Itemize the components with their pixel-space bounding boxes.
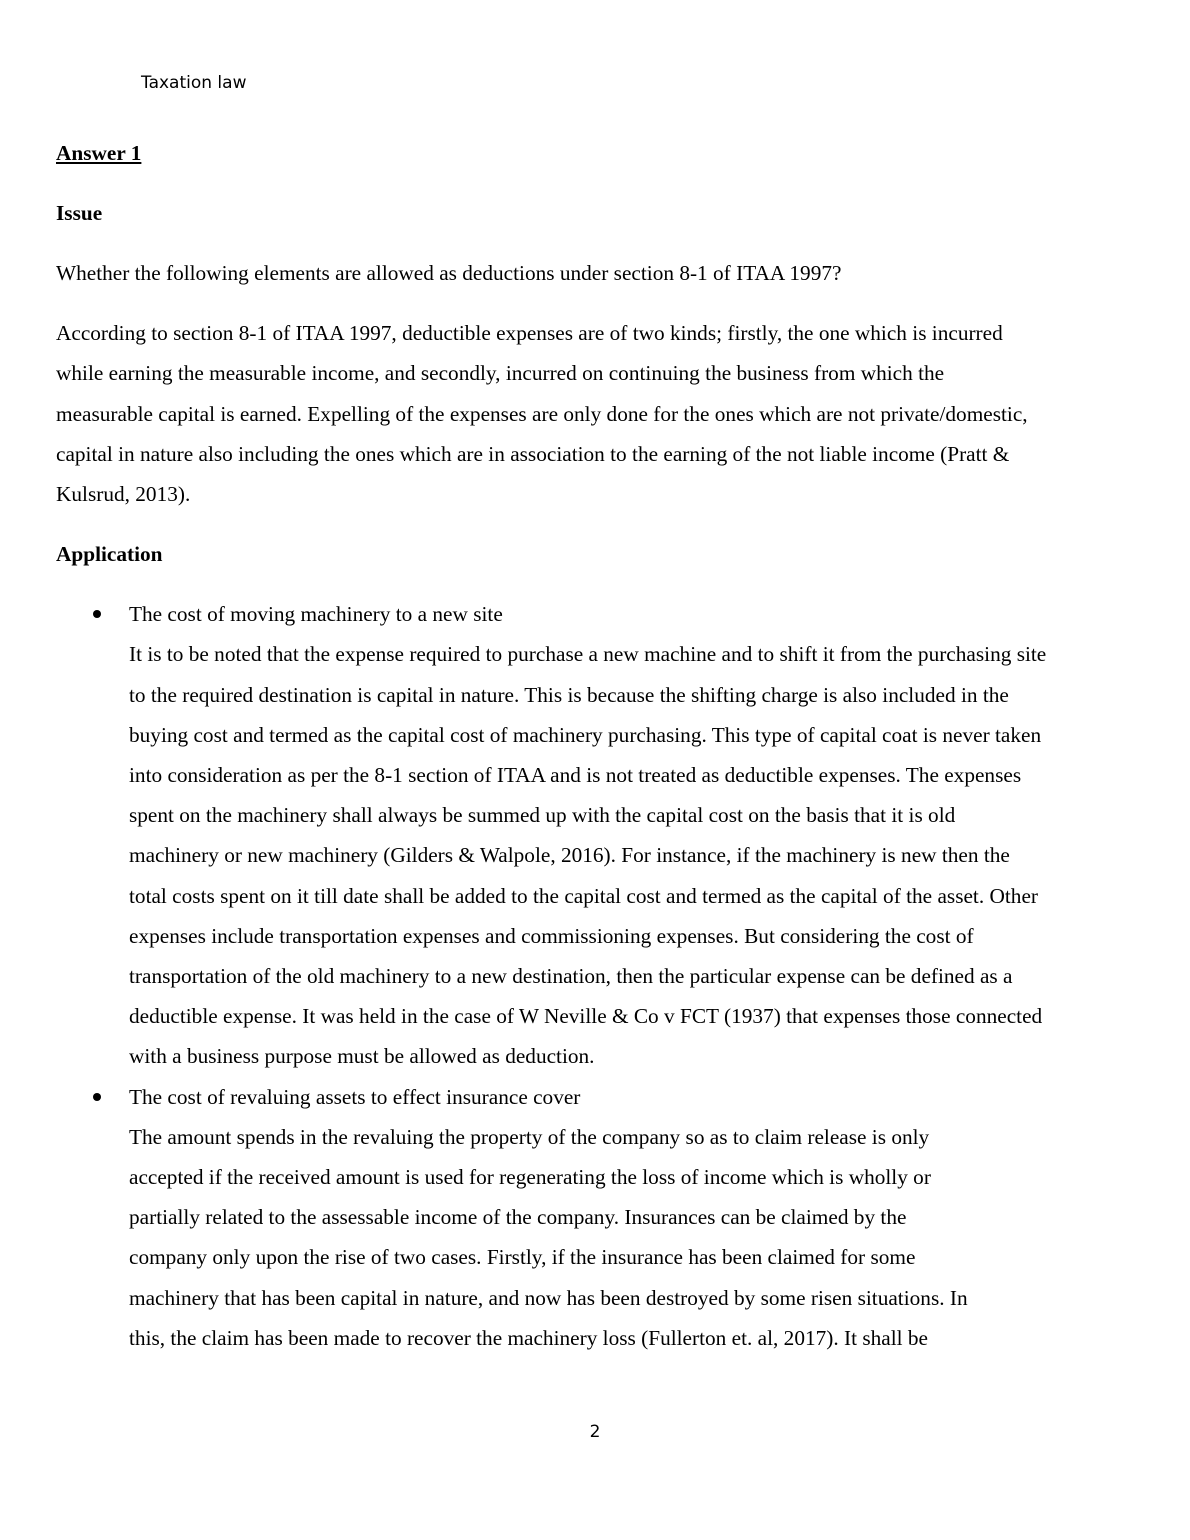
answer-heading-text: Answer 1: [56, 141, 142, 165]
bullet-line: into consideration as per the 8-1 section of ITAA and is not treated as deductible expenses. The expenses: [129, 763, 1022, 788]
paragraph-line: measurable capital is earned. Expelling of the expenses are only done for the ones which are not private/domestic,: [56, 401, 1028, 426]
bullet-line: spent on the machinery shall always be summed up with the capital cost on the basis that it is old: [129, 803, 956, 828]
bullet-item-revaluing-assets: [56, 1077, 1141, 1358]
bullet-line: The amount spends in the revaluing the property of the company so as to claim release is only: [129, 1124, 930, 1149]
bullet-item-moving-machinery: [56, 594, 1141, 1076]
bullet-line: transportation of the old machinery to a new destination, then the particular expense can be defined as a: [129, 964, 1013, 989]
running-header: Taxation law: [141, 73, 247, 93]
answer-heading: [56, 133, 1141, 173]
bullet-line: deductible expense. It was held in the case of W Neville & Co v FCT (1937) that expenses those connected: [129, 1004, 1043, 1029]
bullet-line: buying cost and termed as the capital cost of machinery purchasing. This type of capital coat is never taken: [129, 722, 1042, 747]
paragraph-line: while earning the measurable income, and secondly, incurred on continuing the business from which the: [56, 361, 945, 386]
application-heading: Application: [56, 542, 163, 567]
paragraph-line: capital in nature also including the ones which are in association to the earning of the not liable income (Pratt &: [56, 441, 1010, 466]
bullet-line: It is to be noted that the expense required to purchase a new machine and to shift it from the purchasing site: [129, 642, 1047, 667]
bullet-title: The cost of moving machinery to a new site: [129, 602, 503, 627]
bullet-line: machinery that has been capital in nature, and now has been destroyed by some risen situations. In: [129, 1285, 968, 1310]
document-body: [56, 133, 1141, 1358]
bullet-title: The cost of revaluing assets to effect insurance cover: [129, 1084, 581, 1109]
bullet-icon: [93, 610, 101, 618]
bullet-line: this, the claim has been made to recover the machinery loss (Fullerton et. al, 2017). It shall be: [129, 1325, 928, 1350]
issue-heading: Issue: [56, 201, 103, 225]
bullet-line: accepted if the received amount is used for regenerating the loss of income which is wholly or: [129, 1165, 931, 1190]
bullet-line: with a business purpose must be allowed as deduction.: [129, 1044, 595, 1069]
paragraph-line: Kulsrud, 2013).: [56, 482, 191, 507]
application-bullet-list: [56, 594, 1141, 1358]
bullet-line: to the required destination is capital in nature. This is because the shifting charge is also included in the: [129, 682, 1009, 707]
issue-question: Whether the following elements are allowed as deductions under section 8-1 of ITAA 1997?: [56, 261, 842, 285]
bullet-line: machinery or new machinery (Gilders & Walpole, 2016). For instance, if the machinery is new then the: [129, 843, 1010, 868]
rule-paragraph: [56, 313, 1141, 514]
page-number: 2: [589, 1422, 601, 1442]
paragraph-line: According to section 8-1 of ITAA 1997, deductible expenses are of two kinds; firstly, the one which is incurred: [56, 321, 1003, 346]
bullet-icon: [93, 1093, 101, 1101]
bullet-line: expenses include transportation expenses and commissioning expenses. But considering the cost of: [129, 923, 974, 948]
bullet-line: total costs spent on it till date shall be added to the capital cost and termed as the capital of the asset. Other: [129, 883, 1038, 908]
bullet-line: company only upon the rise of two cases. Firstly, if the insurance has been claimed for some: [129, 1245, 916, 1270]
bullet-line: partially related to the assessable income of the company. Insurances can be claimed by the: [129, 1205, 907, 1230]
